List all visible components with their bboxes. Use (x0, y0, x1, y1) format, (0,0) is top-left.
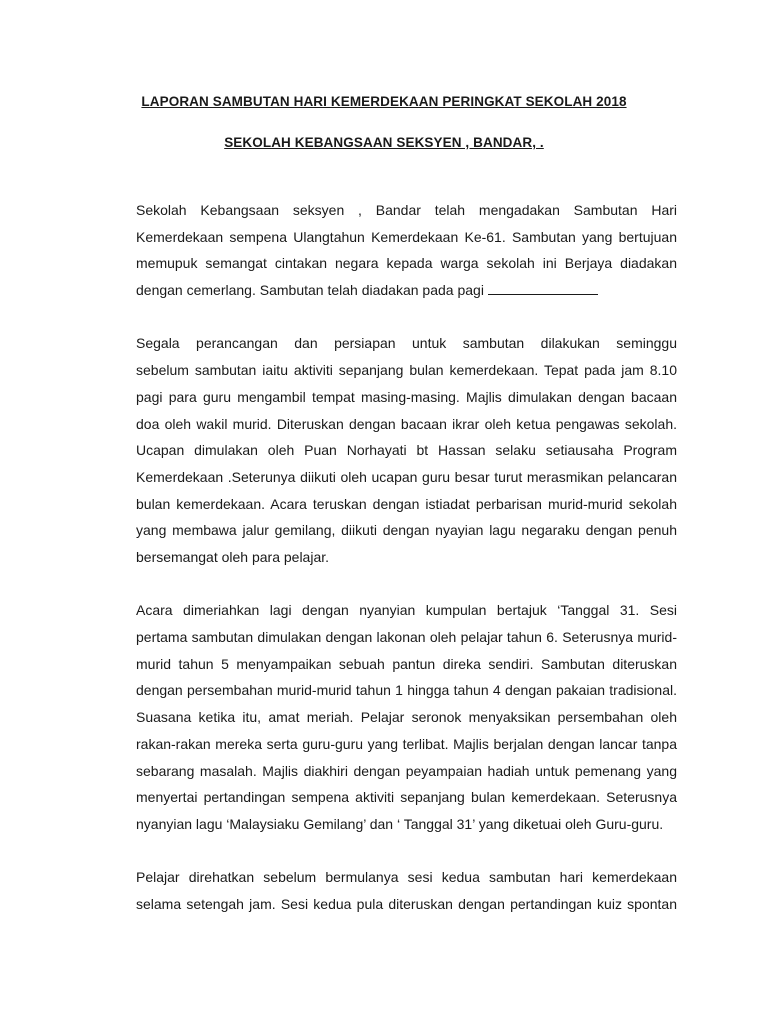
paragraph-line: bulan kemerdekaan. Acara teruskan dengan istiadat perbarisan murid-murid sekolah (136, 495, 677, 512)
paragraph-line: Acara dimeriahkan lagi dengan nyanyian kumpulan bertajuk ‘Tanggal 31. Sesi (136, 602, 677, 619)
paragraph-line: yang membawa jalur gemilang, diikuti dengan nyayian lagu negaraku dengan penuh (136, 522, 677, 539)
school-name-heading: SEKOLAH KEBANGSAAN SEKSYEN , BANDAR, . (224, 135, 544, 150)
paragraph-line-with-blank (90, 277, 677, 304)
paragraph-line: Ucapan dimulakan oleh Puan Norhayati bt Hassan selaku setiausaha Program (136, 442, 677, 459)
paragraph-line: dengan persembahan murid-murid tahun 1 hingga tahun 4 dengan pakaian tradisional. (136, 682, 677, 699)
fill-in-blank (488, 280, 598, 295)
paragraph-line: Pelajar direhatkan sebelum bermulanya sesi kedua sambutan hari kemerdekaan (136, 869, 677, 886)
paragraph-line: sebarang masalah. Majlis diakhiri dengan peyampaian hadiah untuk pemenang yang (136, 762, 677, 779)
paragraph-line-text: dengan cemerlang. Sambutan telah diadakan pada pagi (136, 282, 484, 299)
document-body (90, 197, 677, 944)
paragraph-line: bersemangat oleh para pelajar. (136, 549, 330, 566)
paragraph-line: Sekolah Kebangsaan seksyen , Bandar telah mengadakan Sambutan Hari (136, 202, 677, 218)
paragraph-line: murid tahun 5 menyampaikan sebuah pantun direka sendiri. Sambutan diteruskan (136, 655, 677, 672)
report-title: LAPORAN SAMBUTAN HARI KEMERDEKAAN PERINGKAT SEKOLAH 2018 (141, 94, 627, 109)
paragraph-1 (90, 197, 677, 304)
paragraph-4 (90, 864, 677, 917)
paragraph-line: Suasana ketika itu, amat meriah. Pelajar seronok menyaksikan persembahan oleh (136, 709, 677, 726)
paragraph-line: Kemerdekaan sempena Ulangtahun Kemerdekaan Ke-61. Sambutan yang bertujuan (136, 228, 677, 245)
paragraph-line: doa oleh wakil murid. Diteruskan dengan bacaan ikrar oleh ketua pengawas sekolah. (136, 415, 677, 432)
paragraph-3 (90, 597, 677, 837)
paragraph-line: menyertai pertandingan sempena aktiviti sepanjang bulan kemerdekaan. Seterusnya (136, 789, 677, 806)
paragraph-line: pertama sambutan dimulakan dengan lakonan oleh pelajar tahun 6. Seterusnya murid- (136, 629, 677, 646)
paragraph-line: sebelum sambutan iaitu aktiviti sepanjang bulan kemerdekaan. Tepat pada jam 8.10 (136, 362, 677, 379)
paragraph-2 (90, 330, 677, 570)
paragraph-line: rakan-rakan mereka serta guru-guru yang terlibat. Majlis berjalan dengan lancar tanpa (136, 735, 677, 752)
paragraph-line: nyanyian lagu ‘Malaysiaku Gemilang’ dan ‘ Tanggal 31’ yang diketuai oleh Guru-guru. (136, 815, 664, 832)
paragraph-line: Segala perancangan dan persiapan untuk sambutan dilakukan seminggu (136, 335, 677, 352)
paragraph-line: selama setengah jam. Sesi kedua pula diteruskan dengan pertandingan kuiz spontan (136, 895, 677, 912)
paragraph-line: pagi para guru mengambil tempat masing-masing. Majlis dimulakan dengan bacaan (136, 388, 677, 405)
paragraph-line: Kemerdekaan .Seterunya diikuti oleh ucapan guru besar turut merasmikan pelancaran (136, 468, 677, 485)
paragraph-line: memupuk semangat cintakan negara kepada warga sekolah ini Berjaya diadakan (136, 255, 677, 272)
